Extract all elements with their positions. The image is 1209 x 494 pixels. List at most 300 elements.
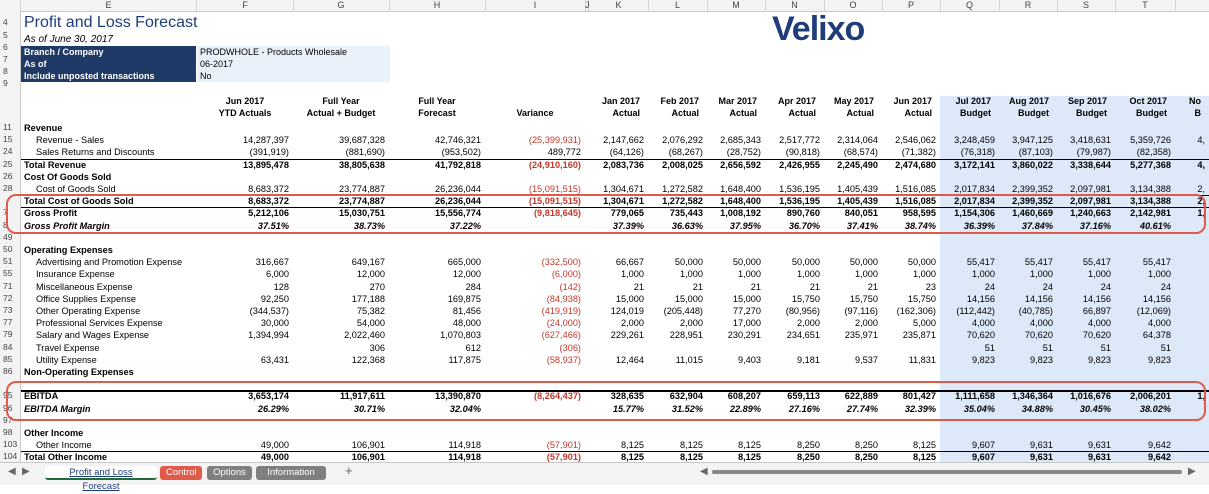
value-cell[interactable]: 890,760	[786, 208, 820, 219]
value-cell[interactable]: 1,000	[797, 269, 820, 280]
value-cell[interactable]: 1,000	[913, 269, 936, 280]
value-cell[interactable]: 4,000	[1148, 318, 1171, 329]
value-cell[interactable]: (80,956)	[785, 306, 820, 316]
column-header-h[interactable]: H	[389, 0, 486, 11]
value-cell[interactable]: 50,000	[732, 257, 761, 268]
value-cell[interactable]: 9,607	[972, 440, 995, 451]
value-cell[interactable]: 9,607	[972, 452, 995, 462]
value-cell[interactable]: 612	[465, 342, 481, 353]
value-cell[interactable]: 2,142,981	[1130, 208, 1171, 219]
value-cell[interactable]: 8,125	[680, 452, 703, 462]
value-cell[interactable]: 37.51%	[257, 220, 289, 231]
value-cell[interactable]: 622,889	[844, 391, 878, 402]
value-cell[interactable]: (6,000)	[551, 269, 581, 280]
value-cell[interactable]: 24	[984, 281, 995, 292]
value-cell[interactable]: 8,250	[855, 440, 878, 451]
value-cell[interactable]: 3,134,388	[1130, 196, 1171, 207]
value-cell[interactable]: 1,111,658	[955, 391, 995, 402]
value-cell[interactable]: 1,000	[680, 269, 703, 280]
value-cell[interactable]: 9,631	[1030, 440, 1053, 451]
value-cell[interactable]: 235,971	[844, 330, 878, 341]
value-cell[interactable]: 2,076,292	[662, 135, 703, 146]
row-number[interactable]: 55	[3, 268, 13, 279]
row-number[interactable]: 86	[3, 366, 13, 376]
hscroll-left-icon[interactable]: ◀	[700, 466, 708, 477]
value-cell[interactable]: 2,017,834	[954, 196, 995, 207]
value-cell[interactable]: 2,000	[855, 318, 878, 329]
column-header-l[interactable]: L	[648, 0, 708, 11]
value-cell[interactable]: 2,399,352	[1012, 184, 1053, 194]
value-cell[interactable]: 3,338,644	[1070, 159, 1111, 170]
value-cell[interactable]: 8,125	[738, 440, 761, 451]
value-cell[interactable]: 177,188	[351, 293, 385, 304]
value-cell[interactable]: 37.39%	[612, 220, 644, 231]
value-cell[interactable]: 608,207	[727, 391, 761, 402]
param-value[interactable]: 06-2017	[197, 58, 390, 70]
row-number[interactable]: 28	[3, 183, 13, 193]
value-cell[interactable]: 38.73%	[353, 220, 385, 231]
value-cell[interactable]: 8,250	[797, 452, 820, 462]
value-cell[interactable]: 5,212,106	[248, 208, 289, 219]
value-cell[interactable]: (79,987)	[1076, 147, 1111, 158]
value-cell[interactable]: (57,901)	[546, 452, 581, 462]
value-cell[interactable]: 24	[1100, 281, 1111, 292]
value-cell[interactable]: 21	[867, 281, 878, 292]
value-cell[interactable]: (25,399,931)	[528, 135, 581, 146]
value-cell[interactable]: 32.39%	[904, 403, 936, 414]
value-cell[interactable]: 114,918	[448, 452, 481, 462]
value-cell[interactable]: 21	[809, 281, 820, 292]
value-cell[interactable]: 2,022,460	[344, 330, 385, 341]
row-number[interactable]: 6	[3, 42, 8, 52]
row-number[interactable]: 51	[3, 256, 13, 267]
value-cell[interactable]: (76,318)	[960, 147, 995, 158]
value-cell[interactable]: 11,015	[675, 354, 703, 365]
value-cell[interactable]: 15.77%	[612, 403, 644, 414]
value-cell[interactable]: 8,250	[855, 452, 878, 462]
value-cell[interactable]: 3,653,174	[248, 391, 289, 402]
value-cell[interactable]: 2,474,680	[895, 159, 936, 170]
column-header-n[interactable]: N	[765, 0, 825, 11]
value-cell[interactable]: 35.04%	[963, 403, 995, 414]
value-cell[interactable]: (391,919)	[249, 147, 289, 158]
value-cell[interactable]: 1,648,400	[720, 184, 761, 194]
value-cell[interactable]: 30,000	[260, 318, 289, 329]
row-number[interactable]: 50	[3, 244, 13, 254]
value-cell[interactable]: (627,466)	[541, 330, 581, 341]
value-cell[interactable]: 9,823	[1030, 354, 1053, 365]
value-cell[interactable]: 230,291	[727, 330, 761, 341]
value-cell[interactable]: 1,000	[1088, 269, 1111, 280]
value-cell[interactable]: 55,417	[1142, 257, 1171, 268]
value-cell[interactable]: 36.70%	[788, 220, 820, 231]
value-cell[interactable]: 1,008,192	[720, 208, 761, 219]
value-cell[interactable]: 1,516,085	[895, 196, 936, 207]
column-header-o[interactable]: O	[824, 0, 883, 11]
value-cell[interactable]: 779,065	[610, 208, 644, 219]
value-cell[interactable]: 1,460,669	[1012, 208, 1053, 219]
value-cell[interactable]: 1,536,195	[779, 184, 820, 194]
value-cell[interactable]: 306	[369, 342, 385, 353]
value-cell[interactable]: 37.84%	[1021, 220, 1053, 231]
value-cell[interactable]: 1,000	[738, 269, 761, 280]
value-cell[interactable]: 5,000	[913, 318, 936, 329]
value-cell[interactable]: 15,000	[732, 293, 761, 304]
value-cell[interactable]: 37.16%	[1079, 220, 1111, 231]
sheet-tab[interactable]: Profit and Loss Forecast	[45, 466, 157, 480]
value-cell[interactable]: 106,901	[351, 440, 385, 451]
value-cell[interactable]: 4,	[1197, 135, 1205, 146]
value-cell[interactable]: 27.74%	[846, 403, 878, 414]
column-header-e[interactable]: E	[21, 0, 197, 11]
value-cell[interactable]: 14,156	[1024, 293, 1053, 304]
value-cell[interactable]: 51	[984, 342, 995, 353]
value-cell[interactable]: 117,875	[448, 354, 481, 365]
column-header-s[interactable]: S	[1057, 0, 1116, 11]
column-header-m[interactable]: M	[707, 0, 766, 11]
value-cell[interactable]: 37.22%	[449, 220, 481, 231]
value-cell[interactable]: 55,417	[1024, 257, 1053, 268]
value-cell[interactable]: 1,240,663	[1070, 208, 1111, 219]
value-cell[interactable]: 9,403	[738, 354, 761, 365]
row-number[interactable]: 24	[3, 146, 13, 157]
value-cell[interactable]: 38,805,638	[339, 159, 385, 170]
value-cell[interactable]: 3,172,141	[954, 159, 995, 170]
value-cell[interactable]: 23	[925, 281, 936, 292]
row-number[interactable]: 77	[3, 317, 13, 328]
value-cell[interactable]: 14,156	[966, 293, 995, 304]
value-cell[interactable]: 1,405,439	[837, 196, 878, 207]
value-cell[interactable]: 77,270	[732, 306, 761, 316]
value-cell[interactable]: 1,000	[1148, 269, 1171, 280]
value-cell[interactable]: (419,919)	[541, 306, 581, 316]
value-cell[interactable]: (205,448)	[663, 306, 703, 316]
value-cell[interactable]: 2,000	[680, 318, 703, 329]
value-cell[interactable]: 122,368	[351, 354, 385, 365]
value-cell[interactable]: 38.02%	[1139, 403, 1171, 414]
column-header-q[interactable]: Q	[940, 0, 1000, 11]
value-cell[interactable]: 34.88%	[1021, 403, 1053, 414]
value-cell[interactable]: 12,000	[452, 269, 481, 280]
value-cell[interactable]: (953,502)	[441, 147, 481, 158]
value-cell[interactable]: 15,030,751	[339, 208, 385, 219]
value-cell[interactable]: 2,000	[797, 318, 820, 329]
value-cell[interactable]: 1,405,439	[837, 184, 878, 194]
column-header-j[interactable]: J	[585, 0, 590, 10]
value-cell[interactable]: 14,156	[1082, 293, 1111, 304]
value-cell[interactable]: (58,937)	[546, 354, 581, 365]
value-cell[interactable]: 2,426,955	[779, 159, 820, 170]
scroll-left-icon[interactable]: ◀	[8, 466, 16, 477]
value-cell[interactable]: 55,417	[1082, 257, 1111, 268]
value-cell[interactable]: 70,620	[1082, 330, 1111, 341]
value-cell[interactable]: 1,000	[1030, 269, 1053, 280]
value-cell[interactable]: 3,860,022	[1012, 159, 1053, 170]
value-cell[interactable]: 316,667	[255, 257, 289, 268]
value-cell[interactable]: 15,000	[674, 293, 703, 304]
value-cell[interactable]: 8,125	[680, 440, 703, 451]
value-cell[interactable]: (71,382)	[901, 147, 936, 158]
row-number[interactable]: 71	[3, 280, 13, 291]
value-cell[interactable]: 1,394,994	[248, 330, 289, 341]
value-cell[interactable]: 39,687,328	[339, 135, 385, 146]
row-number[interactable]: 98	[3, 427, 13, 437]
value-cell[interactable]: (162,306)	[896, 306, 936, 316]
row-number[interactable]: 7	[3, 54, 8, 64]
value-cell[interactable]: 51	[1100, 342, 1111, 353]
value-cell[interactable]: 51	[1160, 342, 1171, 353]
value-cell[interactable]: (57,901)	[546, 440, 581, 451]
value-cell[interactable]: 2,546,062	[895, 135, 936, 146]
value-cell[interactable]: 2,017,834	[954, 184, 995, 194]
value-cell[interactable]: 26,236,044	[435, 184, 481, 194]
value-cell[interactable]: 2,097,981	[1070, 196, 1111, 207]
value-cell[interactable]: 17,000	[732, 318, 761, 329]
value-cell[interactable]: 229,261	[610, 330, 644, 341]
row-number[interactable]: 9	[3, 78, 8, 88]
value-cell[interactable]: (142)	[559, 281, 581, 292]
value-cell[interactable]: 328,635	[610, 391, 644, 402]
value-cell[interactable]: 9,631	[1088, 452, 1111, 462]
value-cell[interactable]: 106,901	[351, 452, 385, 462]
value-cell[interactable]: 12,464	[615, 354, 644, 365]
value-cell[interactable]: 21	[633, 281, 644, 292]
value-cell[interactable]: 14,287,397	[243, 135, 289, 146]
value-cell[interactable]: 1,516,085	[895, 184, 936, 194]
value-cell[interactable]: 21	[692, 281, 703, 292]
row-number[interactable]: 96	[3, 402, 13, 413]
value-cell[interactable]: 63,431	[260, 354, 289, 365]
value-cell[interactable]: 8,250	[797, 440, 820, 451]
value-cell[interactable]: (8,264,437)	[534, 391, 581, 402]
value-cell[interactable]: 9,642	[1148, 440, 1171, 451]
value-cell[interactable]: 1,	[1197, 208, 1205, 219]
value-cell[interactable]: 51	[1042, 342, 1053, 353]
value-cell[interactable]: 50,000	[791, 257, 820, 268]
value-cell[interactable]: 2,097,981	[1070, 184, 1111, 194]
add-sheet-button[interactable]: +	[345, 463, 353, 478]
value-cell[interactable]: 128	[273, 281, 289, 292]
value-cell[interactable]: (9,818,645)	[534, 208, 581, 219]
column-header-k[interactable]: K	[589, 0, 649, 11]
row-number[interactable]: 73	[3, 305, 13, 315]
value-cell[interactable]: (28,752)	[726, 147, 761, 158]
scroll-right-icon[interactable]: ▶	[22, 466, 30, 477]
value-cell[interactable]: 23,774,887	[339, 196, 385, 207]
value-cell[interactable]: 3,418,631	[1070, 135, 1111, 146]
value-cell[interactable]: 8,125	[738, 452, 761, 462]
value-cell[interactable]: (332,500)	[541, 257, 581, 268]
row-number[interactable]: 26	[3, 170, 13, 181]
value-cell[interactable]: (90,818)	[785, 147, 820, 158]
row-number[interactable]: 4	[3, 17, 8, 27]
value-cell[interactable]: 32.04%	[449, 403, 481, 414]
column-header-i[interactable]: I	[485, 0, 586, 11]
value-cell[interactable]: 9,823	[1088, 354, 1111, 365]
sheet-tab[interactable]: Control	[160, 466, 202, 480]
value-cell[interactable]: 2,147,662	[603, 135, 644, 146]
value-cell[interactable]: (68,267)	[668, 147, 703, 158]
value-cell[interactable]: 1,000	[621, 269, 644, 280]
value-cell[interactable]: 4,	[1197, 159, 1205, 170]
column-header-r[interactable]: R	[999, 0, 1058, 11]
value-cell[interactable]: 3,947,125	[1012, 135, 1053, 146]
value-cell[interactable]: 75,382	[356, 306, 385, 316]
value-cell[interactable]: 2,245,490	[837, 159, 878, 170]
value-cell[interactable]: 9,537	[855, 354, 878, 365]
value-cell[interactable]: 8,683,372	[248, 196, 289, 207]
value-cell[interactable]: 4,000	[1030, 318, 1053, 329]
row-number[interactable]: 7	[3, 207, 8, 218]
value-cell[interactable]: 2,	[1197, 196, 1205, 207]
value-cell[interactable]: 2,685,343	[720, 135, 761, 146]
value-cell[interactable]: 284	[465, 281, 481, 292]
value-cell[interactable]: 235,871	[902, 330, 936, 341]
value-cell[interactable]: 11,831	[908, 354, 936, 365]
value-cell[interactable]: 8,125	[913, 452, 936, 462]
param-value[interactable]: No	[197, 70, 390, 82]
sheet-tab[interactable]: Information	[256, 466, 326, 480]
value-cell[interactable]: 66,667	[615, 257, 644, 268]
value-cell[interactable]: 27.16%	[788, 403, 820, 414]
value-cell[interactable]: 9,823	[1148, 354, 1171, 365]
value-cell[interactable]: 12,000	[356, 269, 385, 280]
row-number[interactable]: 103	[3, 439, 18, 450]
value-cell[interactable]: 31.52%	[671, 403, 703, 414]
value-cell[interactable]: 13,390,870	[435, 391, 481, 402]
value-cell[interactable]: 840,051	[844, 208, 878, 219]
value-cell[interactable]: 665,000	[447, 257, 481, 268]
value-cell[interactable]: 5,277,368	[1130, 159, 1171, 170]
value-cell[interactable]: 4,000	[1088, 318, 1111, 329]
value-cell[interactable]: 2,008,025	[662, 159, 703, 170]
value-cell[interactable]: 1,	[1197, 391, 1205, 402]
value-cell[interactable]: 801,427	[902, 391, 936, 402]
value-cell[interactable]: (881,690)	[345, 147, 385, 158]
value-cell[interactable]: 1,272,582	[662, 196, 703, 207]
value-cell[interactable]: 37.41%	[846, 220, 878, 231]
horizontal-scrollbar[interactable]	[712, 470, 1182, 474]
value-cell[interactable]: 38.74%	[904, 220, 936, 231]
value-cell[interactable]: 36.63%	[671, 220, 703, 231]
value-cell[interactable]: 8,125	[621, 440, 644, 451]
value-cell[interactable]: 9,631	[1030, 452, 1053, 462]
value-cell[interactable]: (64,126)	[609, 147, 644, 158]
value-cell[interactable]: 54,000	[356, 318, 385, 329]
value-cell[interactable]: (24,910,160)	[528, 159, 581, 170]
value-cell[interactable]: 48,000	[452, 318, 481, 329]
value-cell[interactable]: 1,346,364	[1012, 391, 1053, 402]
row-number[interactable]: 97	[3, 414, 13, 425]
value-cell[interactable]: 2,006,201	[1130, 391, 1171, 402]
value-cell[interactable]: 4,000	[972, 318, 995, 329]
value-cell[interactable]: 9,181	[797, 354, 820, 365]
value-cell[interactable]: 2,083,736	[603, 159, 644, 170]
value-cell[interactable]: (15,091,515)	[528, 184, 581, 194]
hscroll-right-icon[interactable]: ▶	[1188, 466, 1196, 477]
value-cell[interactable]: 1,070,803	[440, 330, 481, 341]
value-cell[interactable]: 124,019	[610, 306, 644, 316]
value-cell[interactable]: 50,000	[907, 257, 936, 268]
value-cell[interactable]: (24,000)	[546, 318, 581, 329]
value-cell[interactable]: 3,248,459	[954, 135, 995, 146]
value-cell[interactable]: 22.89%	[729, 403, 761, 414]
value-cell[interactable]: 26.29%	[257, 403, 289, 414]
column-header-g[interactable]: G	[293, 0, 390, 11]
value-cell[interactable]: 169,875	[447, 293, 481, 304]
value-cell[interactable]: (84,938)	[546, 293, 581, 304]
value-cell[interactable]: 2,314,064	[837, 135, 878, 146]
value-cell[interactable]: 2,517,772	[779, 135, 820, 146]
value-cell[interactable]: 13,895,478	[243, 159, 289, 170]
value-cell[interactable]: (112,442)	[956, 306, 995, 316]
value-cell[interactable]: 632,904	[669, 391, 703, 402]
value-cell[interactable]: 2,000	[621, 318, 644, 329]
value-cell[interactable]: 1,000	[972, 269, 995, 280]
value-cell[interactable]: 24	[1160, 281, 1171, 292]
value-cell[interactable]: 234,651	[786, 330, 820, 341]
value-cell[interactable]: 30.45%	[1079, 403, 1111, 414]
value-cell[interactable]: 2,	[1197, 184, 1205, 194]
value-cell[interactable]: 70,620	[1024, 330, 1053, 341]
column-header-f[interactable]: F	[197, 0, 294, 11]
value-cell[interactable]: 37.95%	[729, 220, 761, 231]
value-cell[interactable]: 40.61%	[1139, 220, 1171, 231]
value-cell[interactable]: 50,000	[849, 257, 878, 268]
value-cell[interactable]: (87,103)	[1018, 147, 1053, 158]
value-cell[interactable]: 21	[750, 281, 761, 292]
value-cell[interactable]: 1,304,671	[603, 184, 644, 194]
value-cell[interactable]: 30.71%	[353, 403, 385, 414]
value-cell[interactable]: (68,574)	[843, 147, 878, 158]
row-number[interactable]: 11	[3, 122, 12, 132]
value-cell[interactable]: 3,134,388	[1130, 184, 1171, 194]
value-cell[interactable]: 15,556,774	[435, 208, 481, 219]
value-cell[interactable]: (82,358)	[1136, 147, 1171, 158]
row-number[interactable]: 8	[3, 66, 8, 76]
value-cell[interactable]: 659,113	[787, 391, 820, 402]
row-number[interactable]: 5	[3, 30, 8, 40]
value-cell[interactable]: 1,272,582	[662, 184, 703, 194]
row-number[interactable]: 49	[3, 231, 13, 242]
value-cell[interactable]: 36.39%	[963, 220, 995, 231]
value-cell[interactable]: 81,456	[452, 306, 481, 316]
row-number[interactable]: 84	[3, 341, 13, 352]
value-cell[interactable]: 14,156	[1142, 293, 1171, 304]
value-cell[interactable]: 15,750	[791, 293, 820, 304]
row-number[interactable]: 8	[3, 219, 8, 230]
value-cell[interactable]: 1,304,671	[603, 196, 644, 207]
value-cell[interactable]: 649,167	[351, 257, 385, 268]
value-cell[interactable]: 5,359,726	[1130, 135, 1171, 146]
value-cell[interactable]: 9,631	[1088, 440, 1111, 451]
value-cell[interactable]: 15,750	[907, 293, 936, 304]
value-cell[interactable]: 2,656,592	[720, 159, 761, 170]
row-number[interactable]: 95	[3, 390, 13, 401]
value-cell[interactable]: 114,918	[448, 440, 481, 451]
value-cell[interactable]: 6,000	[266, 269, 289, 280]
value-cell[interactable]: 2,399,352	[1012, 196, 1053, 207]
row-number[interactable]: 72	[3, 292, 13, 303]
value-cell[interactable]: 26,236,044	[435, 196, 481, 207]
value-cell[interactable]: 735,443	[669, 208, 703, 219]
value-cell[interactable]: 92,250	[260, 293, 289, 304]
value-cell[interactable]: (344,537)	[249, 306, 289, 316]
row-number[interactable]: 104	[3, 451, 18, 462]
value-cell[interactable]: 15,750	[849, 293, 878, 304]
value-cell[interactable]: 228,951	[669, 330, 703, 341]
value-cell[interactable]: (306)	[559, 342, 581, 353]
